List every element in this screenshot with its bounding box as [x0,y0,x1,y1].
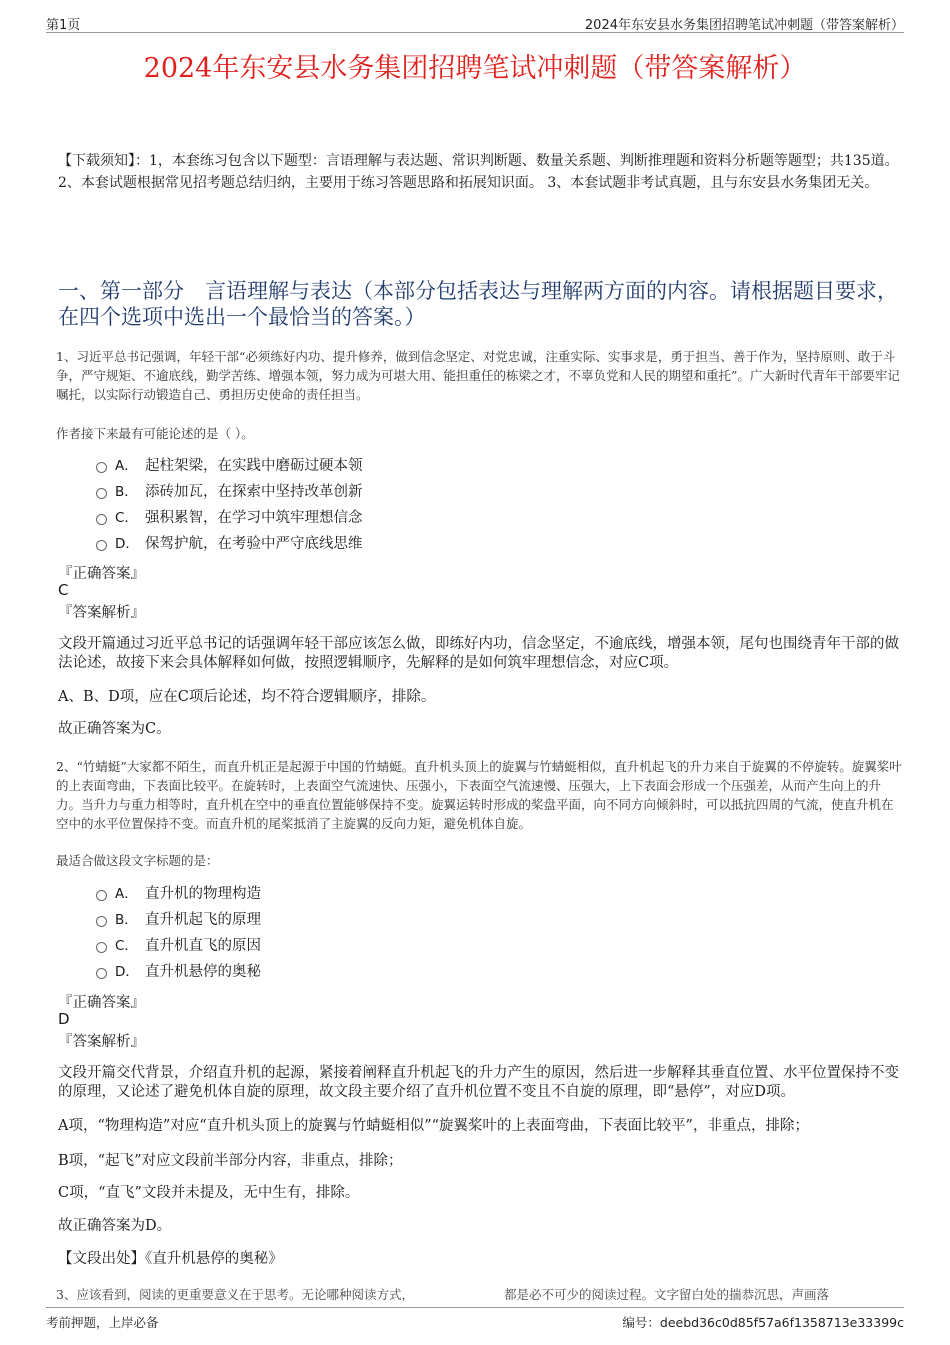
q1-option-c[interactable] [96,508,363,528]
radio-icon[interactable] [96,916,107,927]
header-divider [46,32,904,33]
option-text: 直升机起飞的原理 [145,912,261,928]
q1-answer: C [58,581,69,599]
option-letter: B． [115,912,138,928]
option-letter: A． [115,886,138,902]
footer-code-value: deebd36c0d85f57a6f1358713e33399c [659,1315,904,1330]
q2-source: 【文段出处】《直升机悬停的奥秘》 [58,1251,283,1267]
option-letter: C． [115,510,138,526]
header-doc-title: 2024年东安县水务集团招聘笔试冲刺题（带答案解析） [584,18,904,33]
question-3-partial [56,1285,916,1301]
q1-answer-label: 『正确答案』 [58,566,145,582]
q2-option-b[interactable] [96,910,261,930]
radio-icon[interactable] [96,540,107,551]
radio-icon[interactable] [96,514,107,525]
option-text: 直升机悬停的奥秘 [145,964,261,980]
question-3-right: 都是必不可少的阅读过程。文字留白处的揣恭沉思，声画落 [503,1287,829,1301]
q1-analysis-para: A、B、D项，应在C项后论述，均不符合逻辑顺序，排除。 [58,689,436,705]
q1-analysis-label: 『答案解析』 [58,605,145,621]
q1-option-b[interactable] [96,482,363,502]
page-title: 2024年东安县水务集团招聘笔试冲刺题（带答案解析） [143,53,807,84]
download-notice: 【下载须知】：1，本套练习包含以下题型：言语理解与表达题、常识判断题、数量关系题、判断推理题和资料分析题等题型；共135道。 2、本套试题根据常见招考题总结归纳，主要用于练习答题思路和拓展知识面。 3、本套试题非考试真题，且与东安县水务集团无关。 [58,153,899,191]
q2-analysis-para: C项，“直飞”文段并未提及，无中生有，排除。 [58,1185,360,1201]
option-letter: C． [115,938,138,954]
radio-icon[interactable] [96,488,107,499]
q2-analysis-para: 文段开篇交代背景，介绍直升机的起源，紧接着阐释直升机起飞的升力产生的原因，然后进一步解释其垂直位置、水平位置保持不变的原理，又论述了避免机体自旋的原理，故文段主要介绍了直升机位置不变且不自旋的原理，即“悬停”，对应D项。 [58,1065,899,1100]
footer-slogan: 考前押题，上岸必备 [46,1315,159,1330]
option-text: 直升机的物理构造 [145,886,261,902]
question-1-text: 1、习近平总书记强调，年轻干部“必须练好内功、提升修养，做到信念坚定、对党忠诚，注重实际、实事求是，勇于担当、善于作为，坚持原则、敢于斗争，严守规矩、不逾底线，勤学苦练、增强本领，努力成为可堪大用、能担重任的栋梁之才，不辜负党和人民的期望和重托”。广大新时代青年干部要牢记嘱托，以实际行动锻造自己、勇担历史使命的责任担当。 [56,349,900,402]
section-heading: 一、第一部分 言语理解与表达（本部分包括表达与理解两方面的内容。请根据题目要求，在四个选项中选出一个最恰当的答案。） [58,279,898,329]
footer-code [622,1313,904,1331]
q2-analysis-label: 『答案解析』 [58,1034,145,1050]
q1-analysis-para: 故正确答案为C。 [58,721,171,737]
option-text: 添砖加瓦，在探索中坚持改革创新 [145,484,363,500]
q2-option-a[interactable] [96,884,261,904]
option-text: 保驾护航，在考验中严守底线思维 [145,536,363,552]
question-2-text: 2、“竹蜻蜓”大家都不陌生，而直升机正是起源于中国的竹蜻蜓。直升机头顶上的旋翼与竹蜻蜓相似，直升机起飞的升力来自于旋翼的不停旋转。旋翼桨叶的上表面弯曲，下表面比较平。在旋转时，上表面空气流速快、压强小，下表面空气流速慢、压强大，上下表面会形成一个压强差，从而产生向上的升力。当升力与重力相等时，直升机在空中的垂直位置能够保持不变。旋翼运转时形成的桨盘平面，向不同方向倾斜时，可以抵抗四周的气流，使直升机在空中的水平位置保持不变。而直升机的尾桨抵消了主旋翼的反向力矩，避免机体自旋。 [56,759,902,831]
q2-answer-label: 『正确答案』 [58,995,145,1011]
option-text: 强积累智，在学习中筑牢理想信念 [145,510,363,526]
footer-divider [46,1307,904,1308]
radio-icon[interactable] [96,968,107,979]
footer-code-label: 编号： [622,1315,660,1330]
question-2-prompt: 最适合做这段文字标题的是： [56,853,219,868]
question-3-left: 3、应该看到，阅读的更重要意义在于思考。无论哪种阅读方式， [56,1287,414,1301]
page-number: 第1页 [46,18,81,33]
q2-option-c[interactable] [96,936,261,956]
q2-option-d[interactable] [96,962,261,982]
q2-analysis-para: 故正确答案为D。 [58,1218,172,1234]
q2-answer: D [58,1010,70,1028]
q1-analysis-para: 文段开篇通过习近平总书记的话强调年轻干部应该怎么做，即练好内功，信念坚定，不逾底线，增强本领，尾句也围绕青年干部的做法论述，故接下来会具体解释如何做，按照逻辑顺序，先解释的是如何筑牢理想信念，对应C项。 [58,636,899,671]
option-letter: A． [115,458,138,474]
option-letter: D． [115,536,139,552]
radio-icon[interactable] [96,462,107,473]
option-letter: D． [115,964,139,980]
radio-icon[interactable] [96,942,107,953]
q2-analysis-para: B项，“起飞”对应文段前半部分内容，非重点，排除； [58,1153,403,1169]
option-text: 直升机直飞的原因 [145,938,261,954]
option-text: 起柱架梁，在实践中磨砺过硬本领 [145,458,363,474]
question-1-prompt: 作者接下来最有可能论述的是（ ）。 [56,426,254,441]
q1-option-d[interactable] [96,534,363,554]
q2-analysis-para: A项，“物理构造”对应“直升机头顶上的旋翼与竹蜻蜓相似”“旋翼桨叶的上表面弯曲，下表面比较平”，非重点，排除； [58,1118,809,1134]
radio-icon[interactable] [96,890,107,901]
q1-option-a[interactable] [96,456,363,476]
option-letter: B． [115,484,138,500]
